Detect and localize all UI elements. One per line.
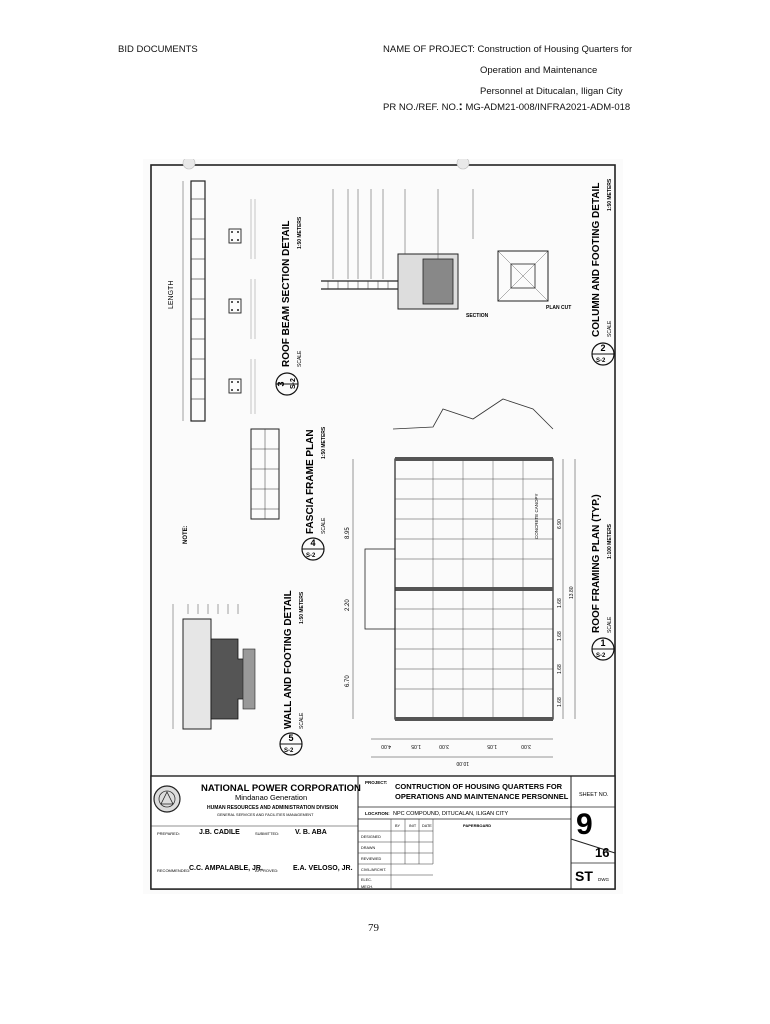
detail-2-scale-value: 1:50 METERS [607, 178, 613, 211]
note-label: NOTE: [183, 525, 189, 544]
ref-colon: : [458, 98, 463, 113]
dim-bottom-5: 3.00 [521, 743, 531, 749]
dim-bottom-4: 1.05 [487, 743, 497, 749]
detail-3-number: 3 [276, 381, 286, 387]
detail-1-number: 1 [600, 638, 606, 648]
drawing-sheet [143, 159, 623, 894]
detail-5-scale-value: 1:50 METERS [299, 591, 305, 624]
detail-3-title: ROOF BEAM SECTION DETAIL [281, 220, 292, 367]
prepared-name: J.B. CADILE [199, 829, 240, 836]
plan-cut-label: PLAN CUT [546, 305, 572, 311]
row-drawn: DRAWN [361, 846, 376, 850]
detail-4-title: FASCIA FRAME PLAN [305, 429, 316, 534]
detail-2-title: COLUMN AND FOOTING DETAIL [591, 182, 602, 337]
dim-right-3: 1.68 [557, 631, 563, 641]
section-label: SECTION [466, 313, 489, 319]
detail-1-title: ROOF FRAMING PLAN (TYP.) [591, 494, 602, 633]
length-label: LENGTH [168, 280, 175, 309]
page-number: 79 [368, 922, 379, 934]
approved-name: E.A. VELOSO, JR. [293, 865, 353, 872]
sheet-no-label: SHEET NO. [579, 792, 609, 798]
dim-right-1: 1.68 [557, 697, 563, 707]
dim-left-3: 8.95 [345, 527, 351, 539]
location-label: LOCATION: [365, 811, 390, 816]
row-elec: ELEC. [361, 878, 372, 882]
dim-bottom-2: 1.05 [411, 743, 421, 749]
sheet-dwg: DWG [598, 877, 609, 882]
reference-number [383, 98, 630, 113]
sheet-total: 16 [595, 845, 610, 860]
detail-2-sheet: S-2 [596, 358, 606, 364]
detail-3-scale: SCALE [297, 350, 303, 367]
detail-4-sheet: S-2 [306, 553, 316, 559]
detail-5-sheet: S-2 [284, 748, 294, 754]
detail-5-scale: SCALE [299, 712, 305, 729]
detail-5-title: WALL AND FOOTING DETAIL [283, 590, 294, 729]
ref-label: PR NO./REF. NO. [383, 102, 459, 113]
grid-header-date: DATE [422, 824, 432, 828]
company-name: NATIONAL POWER CORPORATION [201, 783, 361, 794]
ref-value: MG-ADM21-008/INFRA2021-ADM-018 [465, 102, 631, 113]
dim-total: 10.00 [456, 760, 469, 766]
approved-label: APPROVED: [255, 868, 279, 873]
department-name: HUMAN RESOURCES AND ADMINISTRATION DIVISION [207, 805, 339, 811]
project-name-line2: Operation and Maintenance [480, 65, 598, 76]
paperboard-label: PAPERBOARD [463, 823, 492, 828]
title-block [151, 776, 615, 889]
sheet-type: ST [575, 868, 593, 884]
row-designed: DESIGNED [361, 835, 381, 839]
recommended-name: C.C. AMPALABLE, JR. [189, 865, 263, 872]
grid-header-by: BY [395, 824, 401, 828]
concrete-canopy-label: CONCRETE CANOPY [534, 493, 539, 539]
submitted-name: V. B. ABA [295, 829, 327, 836]
location-value: NPC COMPOUND, DITUCALAN, ILIGAN CITY [393, 811, 509, 817]
project-name-label: NAME OF PROJECT: [383, 44, 475, 55]
sheet-number: 9 [576, 808, 593, 841]
dim-bottom-1: 4.00 [381, 743, 391, 749]
detail-3-sheet: S-2 [290, 378, 297, 389]
detail-4-scale-value: 1:50 METERS [321, 426, 327, 459]
dim-right-6: 13.80 [569, 586, 575, 599]
project-name-line3: Personnel at Ditucalan, Iligan City [480, 86, 623, 97]
detail-4-number: 4 [310, 538, 316, 548]
row-reviewed: REVIEWED [361, 857, 382, 861]
tb-project-line1: CONTRUCTION OF HOUSING QUARTERS FOR [395, 782, 563, 791]
detail-5-number: 5 [288, 733, 294, 743]
row-civil: CIVIL/ARCHIT. [361, 868, 387, 872]
detail-4-scale: SCALE [321, 517, 327, 534]
recommended-label: RECOMMENDED: [157, 868, 191, 873]
grid-header-init: INIT [409, 824, 417, 828]
detail-2-number: 2 [600, 343, 606, 353]
prepared-label: PREPARED: [157, 831, 180, 836]
detail-3-scale-value: 1:50 METERS [297, 216, 303, 249]
detail-1-sheet: S-2 [596, 653, 606, 659]
detail-1-scale: SCALE [607, 616, 613, 633]
project-label: PROJECT: [365, 780, 388, 785]
detail-2-scale: SCALE [607, 320, 613, 337]
dim-right-2: 1.68 [557, 664, 563, 674]
project-name-line1: Construction of Housing Quarters for [477, 44, 633, 55]
dim-bottom-3: 3.00 [439, 743, 449, 749]
binder-hole-left [183, 159, 195, 169]
division-name: Mindanao Generation [235, 793, 308, 802]
subdept-name: GENERAL SERVICES AND FACILITIES MANAGEMENT [217, 813, 314, 817]
dim-right-4: 1.68 [557, 598, 563, 608]
dim-left-1: 6.70 [345, 675, 351, 687]
detail-1-scale-value: 1:100 METERS [607, 523, 613, 559]
dim-right-5: 6.90 [557, 519, 563, 529]
binder-hole-right [457, 159, 469, 169]
npc-logo-icon [154, 786, 180, 812]
bid-documents-label: BID DOCUMENTS [118, 44, 198, 55]
submitted-label: SUBMITTED: [255, 831, 280, 836]
tb-project-line2: OPERATIONS AND MAINTENANCE PERSONNEL [395, 792, 569, 801]
dim-left-2: 2.20 [345, 599, 351, 611]
row-mech: MECH. [361, 885, 374, 889]
